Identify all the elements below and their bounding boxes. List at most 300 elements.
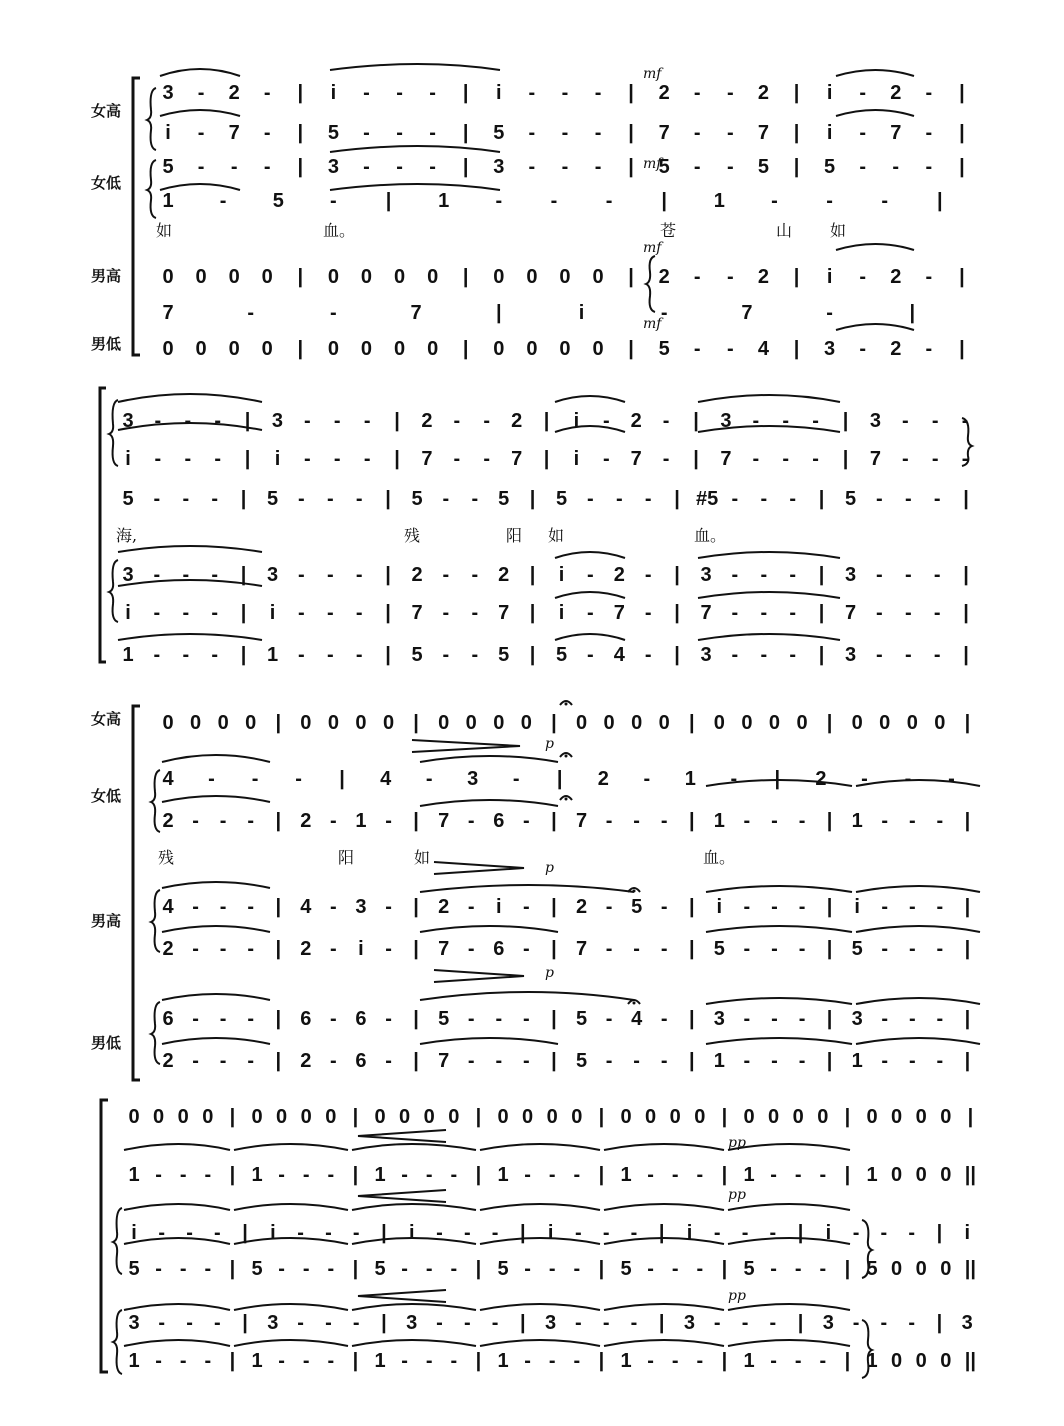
note: - <box>573 1258 581 1280</box>
note: - <box>760 602 768 624</box>
note: - <box>298 644 305 666</box>
note: 2 <box>630 410 642 432</box>
barline: | <box>936 1222 943 1244</box>
note: - <box>876 564 883 586</box>
note: - <box>471 488 479 510</box>
note: - <box>153 488 161 510</box>
note: - <box>219 190 227 212</box>
note: 4 <box>300 896 312 918</box>
barline: | <box>844 1164 851 1186</box>
note: i <box>578 302 585 324</box>
note: - <box>483 448 491 470</box>
note: - <box>769 1222 777 1244</box>
note: - <box>425 1164 433 1186</box>
note: - <box>587 602 594 624</box>
note: 0 <box>493 266 505 288</box>
barline: | <box>297 266 304 288</box>
note: - <box>450 1258 458 1280</box>
note: - <box>859 338 866 360</box>
note: - <box>186 1222 193 1244</box>
note: - <box>208 768 215 790</box>
slur <box>118 546 262 552</box>
note: 5 <box>162 156 174 178</box>
note: - <box>442 602 450 624</box>
note: - <box>693 338 701 360</box>
note: - <box>204 1164 212 1186</box>
lyric: 山 <box>776 221 793 240</box>
slur <box>162 994 270 1000</box>
note: - <box>936 1050 944 1072</box>
slur <box>604 1144 724 1150</box>
note: - <box>630 1222 638 1244</box>
note: i <box>826 122 833 144</box>
note: - <box>789 644 797 666</box>
note: - <box>931 448 939 470</box>
barline: | <box>339 768 345 790</box>
barline: | <box>674 488 680 510</box>
note: 1 <box>866 1350 878 1372</box>
note: 0 <box>202 1106 214 1128</box>
note: - <box>247 1008 255 1030</box>
notation-row <box>0 1046 1064 1076</box>
note: - <box>731 644 739 666</box>
note: 3 <box>128 1312 140 1334</box>
note: 7 <box>410 302 422 324</box>
slur <box>352 1204 476 1210</box>
note: - <box>771 1050 778 1072</box>
note: 0 <box>300 712 312 734</box>
note: - <box>660 1008 668 1030</box>
note: - <box>819 1350 827 1372</box>
note: 2 <box>511 410 523 432</box>
barline: | <box>818 488 825 510</box>
note: 5 <box>575 1050 588 1072</box>
note: - <box>352 1222 360 1244</box>
note: - <box>396 82 403 104</box>
note: - <box>693 82 701 104</box>
lyric: 残 <box>404 526 421 545</box>
slur <box>420 756 558 762</box>
note: 5 <box>327 122 339 144</box>
note: - <box>247 810 255 832</box>
note: - <box>561 156 569 178</box>
note: - <box>550 190 558 212</box>
note: - <box>192 810 199 832</box>
note: - <box>385 896 392 918</box>
note: - <box>798 810 806 832</box>
note: 3 <box>851 1008 863 1030</box>
part-label-soprano: 女高 <box>91 710 122 728</box>
barline: | <box>520 1312 526 1334</box>
note: 6 <box>300 1008 312 1030</box>
dynamic-mf: mf <box>643 156 662 172</box>
note: 0 <box>592 338 604 360</box>
note: 5 <box>272 190 284 212</box>
barline: | <box>229 1164 236 1186</box>
note: 2 <box>300 938 312 960</box>
note: 2 <box>597 768 609 790</box>
note: - <box>647 1164 654 1186</box>
lyric: 海, <box>116 526 138 545</box>
note: 4 <box>631 1008 643 1030</box>
note: - <box>298 602 305 624</box>
note: - <box>782 410 790 432</box>
note: 7 <box>421 448 433 470</box>
note: - <box>605 896 613 918</box>
barline: | <box>240 488 247 510</box>
note: - <box>263 156 271 178</box>
note: - <box>904 488 912 510</box>
barline: | <box>844 1106 851 1128</box>
note: - <box>925 122 933 144</box>
notation-row <box>0 806 1064 836</box>
barline: | <box>826 712 833 734</box>
note: - <box>219 1008 227 1030</box>
note: 0 <box>620 1106 632 1128</box>
barline: | <box>688 1050 695 1072</box>
barline: | <box>413 712 419 734</box>
barline: | <box>297 156 304 178</box>
note: - <box>908 1008 916 1030</box>
note: - <box>197 82 205 104</box>
note: i <box>358 938 364 960</box>
note: - <box>471 602 479 624</box>
note: 0 <box>792 1106 804 1128</box>
note: 1 <box>438 190 450 212</box>
note: - <box>467 1050 475 1072</box>
note: - <box>771 896 778 918</box>
note: 1 <box>713 1050 725 1072</box>
barline: | <box>959 82 965 104</box>
note: 0 <box>796 712 808 734</box>
barline: | <box>551 896 557 918</box>
note: 1 <box>374 1350 386 1372</box>
note: 5 <box>374 1258 386 1280</box>
note: - <box>495 1050 503 1072</box>
note: - <box>251 768 259 790</box>
note: - <box>819 1258 827 1280</box>
notation-row <box>0 640 1064 670</box>
note: - <box>603 410 610 432</box>
note: 5 <box>844 488 857 510</box>
note: 2 <box>498 564 510 586</box>
note: 7 <box>511 448 523 470</box>
note: 2 <box>575 896 588 918</box>
slur <box>604 1204 724 1210</box>
slur <box>160 69 240 76</box>
note: i <box>125 602 131 624</box>
note: - <box>925 266 933 288</box>
note: - <box>760 488 768 510</box>
barline: | <box>229 1258 236 1280</box>
note: - <box>936 810 944 832</box>
barline: | <box>598 1350 605 1372</box>
notation-row <box>0 484 1064 514</box>
note: i <box>686 1222 693 1244</box>
dynamic-pp: pp <box>728 1187 746 1203</box>
note: - <box>671 1258 679 1280</box>
note: 5 <box>620 1258 632 1280</box>
note: - <box>812 448 819 470</box>
note: - <box>594 156 602 178</box>
note: i <box>125 448 131 470</box>
barline: | <box>297 82 304 104</box>
note: 0 <box>177 1106 189 1128</box>
barline: | <box>688 938 695 960</box>
note: - <box>192 896 199 918</box>
note: - <box>901 448 909 470</box>
dynamic-pp: pp <box>728 1135 746 1151</box>
lyric: 血。 <box>323 221 356 240</box>
barline: | <box>963 564 969 586</box>
note: - <box>278 1350 285 1372</box>
note: - <box>660 896 668 918</box>
barline: | <box>842 448 849 470</box>
note: - <box>302 1258 310 1280</box>
part-label-soprano: 女高 <box>91 102 122 120</box>
note: - <box>467 896 475 918</box>
note: - <box>770 1350 777 1372</box>
note: 0 <box>245 712 257 734</box>
note: - <box>644 488 652 510</box>
note: 1 <box>162 190 174 212</box>
note: - <box>453 448 461 470</box>
barline: | <box>394 410 400 432</box>
slur <box>728 1144 850 1150</box>
note: 1 <box>866 1164 878 1186</box>
note: 0 <box>768 712 781 734</box>
lyric: 如 <box>414 848 431 867</box>
note: - <box>512 768 520 790</box>
fermata-icon <box>560 753 572 757</box>
note: 1 <box>620 1164 632 1186</box>
note: - <box>644 564 652 586</box>
note: 2 <box>613 564 625 586</box>
note: - <box>876 488 883 510</box>
barline: | <box>551 1050 557 1072</box>
note: - <box>158 1312 166 1334</box>
barline: | <box>693 448 699 470</box>
note: - <box>425 1350 433 1372</box>
barline: | <box>688 810 695 832</box>
barline: | <box>462 338 469 360</box>
note: - <box>467 810 475 832</box>
note: 7 <box>890 122 902 144</box>
notation-row <box>0 1218 1064 1248</box>
note: 0 <box>741 712 753 734</box>
note: 7 <box>438 1050 450 1072</box>
note: i <box>964 1222 970 1244</box>
barline: | <box>721 1164 728 1186</box>
barline: | <box>240 602 247 624</box>
note: 0 <box>190 712 202 734</box>
note: - <box>184 410 192 432</box>
note: - <box>491 1222 499 1244</box>
note: - <box>352 1312 360 1334</box>
barline: | <box>793 122 800 144</box>
note: - <box>771 810 778 832</box>
note: 0 <box>427 338 439 360</box>
lyric: 阳 <box>506 526 523 545</box>
barline: | <box>628 156 634 178</box>
note: - <box>961 410 969 432</box>
note: 0 <box>658 712 670 734</box>
note: - <box>363 82 370 104</box>
barline: | <box>352 1258 359 1280</box>
note: 3 <box>700 644 712 666</box>
note: - <box>798 1008 806 1030</box>
note: 0 <box>195 338 207 360</box>
note: - <box>326 644 334 666</box>
note: 2 <box>421 410 433 432</box>
note: - <box>327 1350 335 1372</box>
note: - <box>908 1312 915 1334</box>
note: - <box>771 1008 778 1030</box>
note: - <box>297 1222 304 1244</box>
note: 0 <box>360 338 373 360</box>
note: - <box>713 1222 721 1244</box>
note: - <box>602 1312 610 1334</box>
note: 0 <box>906 712 918 734</box>
note: - <box>219 938 227 960</box>
note: - <box>852 1312 860 1334</box>
note: 3 <box>122 564 134 586</box>
note: 0 <box>768 1106 780 1128</box>
barline: | <box>413 1008 419 1030</box>
note: - <box>192 938 199 960</box>
lyric: 阳 <box>338 848 355 867</box>
note: 0 <box>393 338 406 360</box>
note: - <box>325 1312 332 1334</box>
note: - <box>524 1258 531 1280</box>
note: - <box>605 1050 613 1072</box>
note: - <box>326 488 334 510</box>
fermata-icon <box>560 701 572 705</box>
barline: | <box>598 1164 605 1186</box>
lyric: 苍 <box>660 221 677 240</box>
dynamic-p: p <box>545 965 554 981</box>
fermata-icon <box>560 796 572 800</box>
note: - <box>794 1350 802 1372</box>
barline: | <box>275 896 282 918</box>
note: - <box>211 488 219 510</box>
note: i <box>825 1222 832 1244</box>
note: - <box>219 810 227 832</box>
note: - <box>859 156 866 178</box>
barline: | <box>797 1222 804 1244</box>
note: 3 <box>545 1312 557 1334</box>
note: - <box>660 302 668 324</box>
slur <box>160 110 240 116</box>
note: - <box>892 156 900 178</box>
note: 7 <box>575 810 588 832</box>
barline: | <box>959 266 965 288</box>
barline: | <box>385 644 391 666</box>
note: - <box>184 448 192 470</box>
note: - <box>524 1164 531 1186</box>
note: - <box>179 1258 187 1280</box>
note: - <box>401 1350 408 1372</box>
barline: | <box>963 602 969 624</box>
barline: | <box>529 644 536 666</box>
note: 3 <box>406 1312 418 1334</box>
note: 0 <box>493 712 505 734</box>
note: - <box>908 938 916 960</box>
note: - <box>219 1050 227 1072</box>
note: - <box>230 156 238 178</box>
note: - <box>247 1050 255 1072</box>
slur <box>480 1144 600 1150</box>
slur <box>728 1204 850 1210</box>
slur <box>118 394 262 402</box>
barline: | <box>964 1050 971 1072</box>
note: - <box>436 1222 443 1244</box>
note: - <box>933 602 941 624</box>
notation-row <box>0 1308 1064 1338</box>
note: - <box>355 488 363 510</box>
note: - <box>741 1312 749 1334</box>
barline: | <box>275 938 282 960</box>
note: - <box>213 1312 221 1334</box>
note: - <box>727 338 734 360</box>
note: 1 <box>497 1164 509 1186</box>
barline: | <box>963 644 969 666</box>
note: - <box>263 82 271 104</box>
barline: | <box>381 1312 387 1334</box>
notation-row <box>0 892 1064 922</box>
barline: | <box>959 156 965 178</box>
note: 0 <box>217 712 229 734</box>
barline: | <box>658 1222 665 1244</box>
note: - <box>471 644 479 666</box>
note: i <box>826 266 833 288</box>
note: 0 <box>891 1350 903 1372</box>
barline: | <box>244 448 251 470</box>
note: 7 <box>411 602 423 624</box>
note: - <box>523 896 530 918</box>
note: 5 <box>555 644 568 666</box>
note: 3 <box>700 564 712 586</box>
note: 2 <box>757 266 769 288</box>
barline: | <box>674 602 680 624</box>
barline: | <box>793 338 800 360</box>
lyric: 如 <box>830 221 847 240</box>
note: 0 <box>743 1106 755 1128</box>
note: - <box>179 1164 187 1186</box>
note: - <box>782 448 790 470</box>
barline: | <box>462 122 469 144</box>
note: 5 <box>757 156 769 178</box>
slur <box>420 992 634 1000</box>
slur <box>420 885 634 892</box>
note: 2 <box>228 82 240 104</box>
note: 7 <box>869 448 881 470</box>
dynamic-mf: mf <box>643 66 662 82</box>
barline: | <box>826 1008 833 1030</box>
note: - <box>463 1222 471 1244</box>
barline: | <box>721 1258 728 1280</box>
note: 0 <box>522 1106 534 1128</box>
part-label-tenor: 男高 <box>91 912 122 930</box>
barline: | <box>297 122 304 144</box>
note: - <box>660 1050 668 1072</box>
notation-row <box>0 298 1064 328</box>
slur <box>856 1038 980 1044</box>
note: 7 <box>498 602 510 624</box>
slur <box>330 64 500 70</box>
note: - <box>326 602 334 624</box>
note: - <box>155 1164 162 1186</box>
